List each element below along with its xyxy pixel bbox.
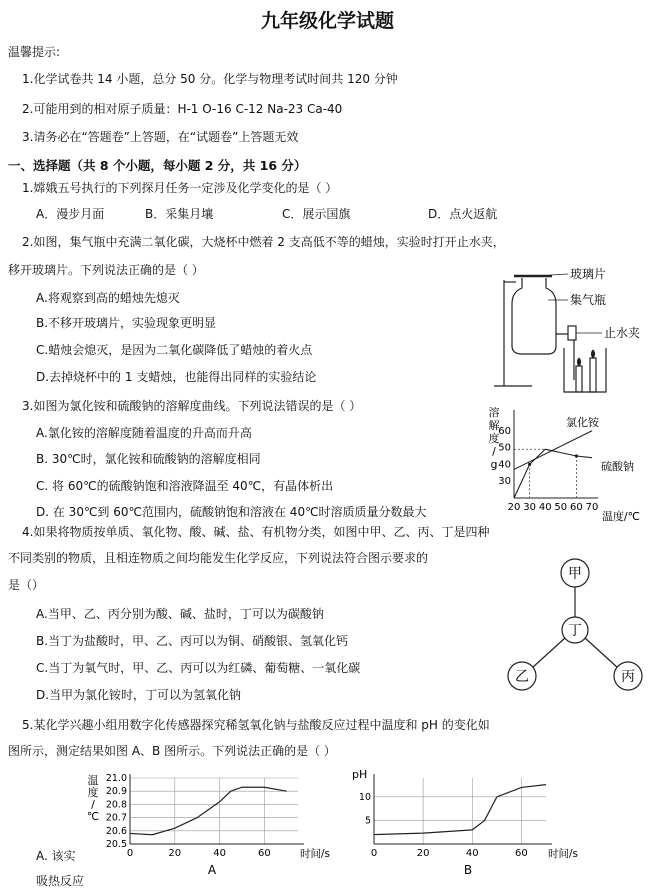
q4-option-c: C.当丁为氧气时，甲、乙、丙可以为红磷、葡萄糖、一氧化碳 (36, 661, 361, 675)
x-tick-label: 0 (370, 848, 378, 859)
q2-stem-2: 移开玻璃片。下列说法正确的是（ ） (8, 263, 204, 277)
legend-ammonium-chloride: 氯化铵 (566, 416, 599, 429)
y-tick-label: 21.0 (105, 773, 127, 784)
x-tick-label: 40 (213, 848, 226, 859)
y-tick-label: 10 (358, 791, 371, 803)
y-axis-label-char: 溶 (488, 406, 500, 419)
y-tick-label: 30 (498, 476, 511, 488)
chart-caption: A (207, 863, 217, 877)
q2-option-d: D.去掉烧杯中的 1 支蜡烛，也能得出同样的实验结论 (36, 370, 317, 384)
series-point (528, 463, 531, 466)
y-tick-label: 60 (498, 425, 511, 437)
y-axis-label-char: 解 (488, 419, 500, 432)
x-tick-label: 60 (515, 848, 528, 859)
x-tick-label: 70 (585, 502, 599, 513)
x-axis-label: 时间/s (548, 848, 579, 860)
label-bottle: 集气瓶 (570, 293, 607, 307)
q3-stem: 3.如图为氯化铵和硫酸钠的溶解度曲线。下列说法错误的是（ ） (22, 399, 362, 413)
y-tick-label: 20.8 (105, 799, 127, 811)
q5-stem-2: 图所示，测定结果如图 A、B 图所示。下列说法正确的是（ ） (8, 744, 336, 758)
y-axis-label-char: 度 (488, 432, 500, 445)
q2-stem-1: 2.如图，集气瓶中充满二氧化碳，大烧杯中燃着 2 支高低不等的蜡烛，实验时打开止水夹， (22, 235, 505, 249)
q4-option-a: A.当甲、乙、丙分别为酸、碱、盐时，丁可以为碳酸钠 (36, 607, 324, 621)
node-yi-label: 乙 (515, 669, 529, 685)
node-jia-label: 甲 (568, 566, 582, 582)
series-line (374, 785, 546, 835)
q1-option-d: D．点火返航 (428, 207, 498, 221)
q4-option-b: B.当丁为盐酸时，甲、乙、丙可以为铜、硝酸银、氢氧化钙 (36, 634, 349, 648)
y-axis-label-char: 温 (87, 774, 99, 787)
y-axis-label: pH (352, 768, 368, 781)
x-tick-label: 50 (554, 502, 568, 513)
q3-option-d: D. 在 30℃到 60℃范围内，硫酸钠饱和溶液在 40℃时溶质质量分数最大 (36, 505, 427, 519)
y-tick-label: 40 (498, 459, 511, 471)
y-tick-label: 5 (364, 815, 371, 827)
q4-option-d: D.当甲为氯化铵时，丁可以为氢氧化钠 (36, 688, 242, 702)
apparatus-figure (490, 262, 650, 400)
temperature-chart (84, 768, 344, 878)
node-ding-label: 丁 (568, 623, 582, 639)
leader-glass (550, 274, 568, 275)
y-axis-label-char: ℃ (86, 810, 100, 823)
q3-option-b: B. 30℃时，氯化铵和硫酸钠的溶解度相同 (36, 452, 261, 466)
solubility-chart (488, 404, 650, 524)
chart-caption: B (463, 863, 473, 877)
series-point (575, 454, 578, 457)
tips-heading: 温馨提示: (8, 45, 61, 59)
q1-stem: 1.嫦娥五号执行的下列探月任务一定涉及化学变化的是（ ） (22, 181, 338, 195)
relation-diagram (500, 554, 650, 694)
y-tick-label: 20.7 (105, 812, 127, 824)
q2-option-a: A.将观察到高的蜡烛先熄灭 (36, 291, 180, 305)
x-tick-label: 30 (523, 502, 536, 513)
node-bing-label: 丙 (621, 669, 635, 685)
x-tick-label: 20 (168, 848, 182, 859)
legend-sodium-sulfate: 硫酸钠 (601, 460, 634, 473)
q3-option-a: A.氯化铵的溶解度随着温度的升高而升高 (36, 426, 252, 440)
section-heading: 一、选择题（共 8 个小题，每小题 2 分，共 16 分） (8, 158, 307, 173)
y-axis-label-char: / (492, 445, 496, 458)
series-line-1 (514, 449, 592, 498)
x-axis-label: 时间/s (300, 848, 331, 860)
y-axis-label-char: / (91, 798, 95, 811)
x-tick-label: 40 (465, 848, 479, 859)
tip-2: 2.可能用到的相对原子质量：H-1 O-16 C-12 Na-23 Ca-40 (22, 102, 343, 116)
q3-option-c: C. 将 60℃的硫酸钠饱和溶液降温至 40℃，有晶体析出 (36, 479, 334, 493)
q5-stem-1: 5.某化学兴趣小组用数字化传感器探究稀氢氧化钠与盐酸反应过程中温度和 pH 的变化如 (22, 718, 490, 732)
q1-option-b: B．采集月壤 (145, 207, 214, 221)
page-title: 九年级化学试题 (260, 10, 394, 32)
q5-option-a-partial-2: 吸热反应 (36, 874, 85, 888)
q1-option-a: A．漫步月面 (36, 207, 105, 221)
y-axis-label-char: g (490, 458, 498, 471)
y-axis-label-char: 度 (87, 786, 99, 799)
tip-3: 3.请务必在“答题卷”上答题，在“试题卷”上答题无效 (22, 130, 299, 144)
label-clamp: 止水夹 (604, 326, 641, 340)
y-tick-label: 50 (498, 442, 511, 454)
y-tick-label: 20.9 (105, 786, 127, 798)
q2-option-b: B.不移开玻璃片，实验现象更明显 (36, 316, 217, 330)
series-line-0 (514, 431, 592, 470)
q4-stem-2: 不同类别的物质，且相连物质之间均能发生化学反应，下列说法符合图示要求的 (8, 551, 429, 565)
x-tick-label: 20 (507, 502, 521, 513)
x-tick-label: 60 (258, 848, 271, 859)
q4-stem-3: 是（） (8, 578, 45, 592)
x-tick-label: 40 (538, 502, 552, 513)
y-tick-label: 20.5 (105, 839, 127, 850)
q4-stem-1: 4.如果将物质按单质、氧化物、酸、碱、盐、有机物分类，如图中甲、乙、丙、丁是四种 (22, 525, 490, 539)
label-glass: 玻璃片 (570, 267, 607, 281)
ph-chart (350, 768, 590, 878)
x-tick-label: 60 (570, 502, 583, 513)
x-axis-label: 温度/℃ (601, 510, 640, 523)
x-tick-label: 0 (126, 848, 134, 859)
q1-option-c: C．展示国旗 (282, 207, 351, 221)
tip-1: 1.化学试卷共 14 小题，总分 50 分。化学与物理考试时间共 120 分钟 (22, 72, 398, 86)
x-tick-label: 20 (416, 848, 430, 859)
series-line (130, 787, 287, 835)
q2-option-c: C.蜡烛会熄灭，是因为二氧化碳降低了蜡烛的着火点 (36, 343, 313, 357)
q5-option-a-partial: A. 该实 (36, 849, 76, 863)
y-tick-label: 20.6 (105, 825, 127, 837)
